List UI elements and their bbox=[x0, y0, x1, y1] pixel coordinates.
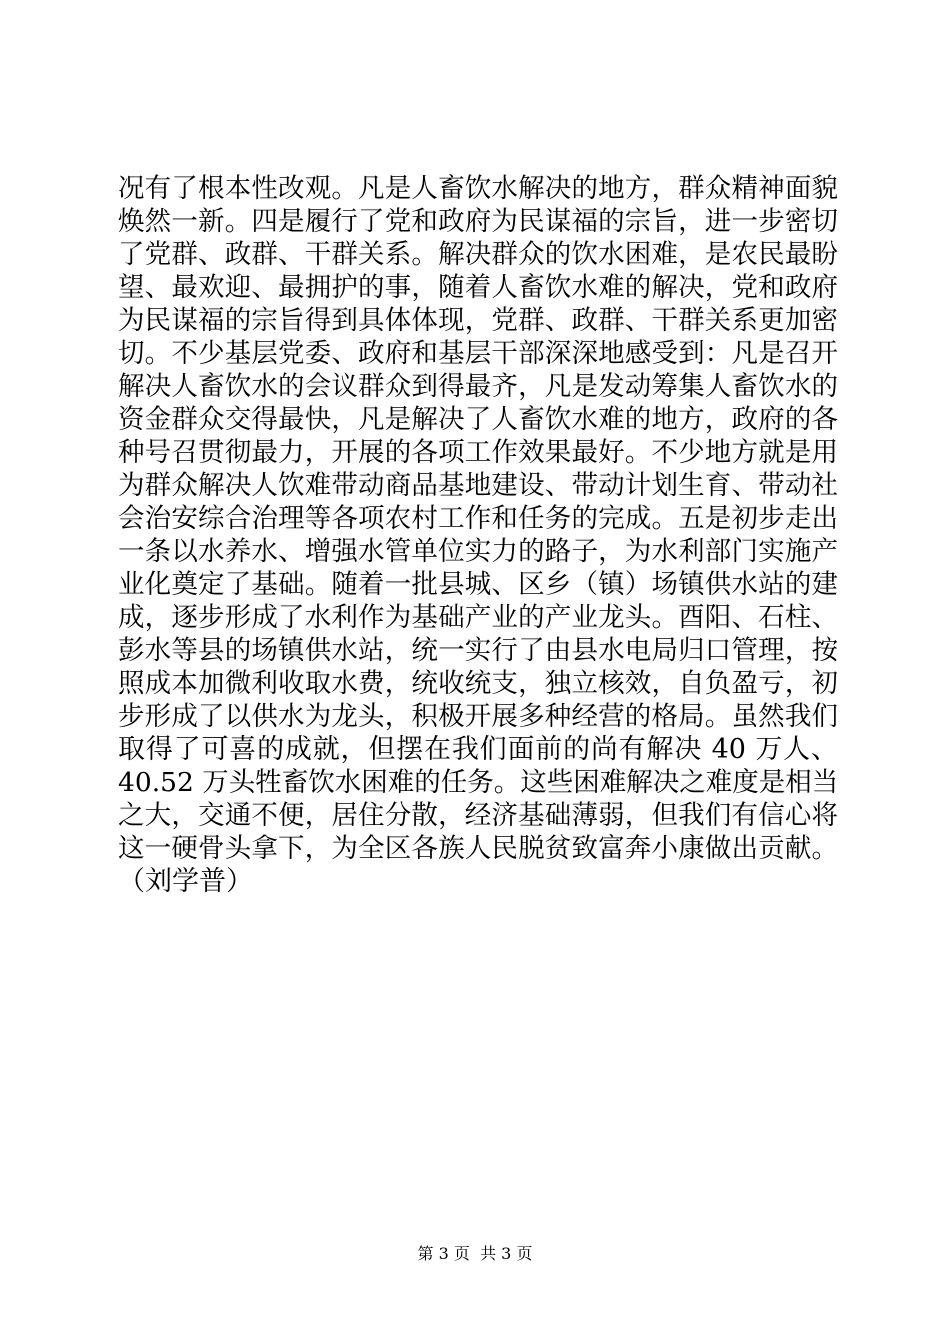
text-line: 步形成了以供水为龙头，积极开展多种经营的格局。虽然我们 bbox=[118, 701, 838, 732]
text-line: 种号召贯彻最力，开展的各项工作效果最好。不少地方就是用 bbox=[118, 437, 838, 468]
text-line: 资金群众交得最快，凡是解决了人畜饮水难的地方，政府的各 bbox=[118, 404, 838, 435]
text-line: 取得了可喜的成就，但摆在我们面前的尚有解决 40 万人、 bbox=[118, 734, 838, 765]
document-body bbox=[118, 172, 838, 898]
text-line: 会治安综合治理等各项农村工作和任务的完成。五是初步走出 bbox=[118, 503, 838, 534]
text-line: 望、最欢迎、最拥护的事，随着人畜饮水难的解决，党和政府 bbox=[118, 272, 838, 303]
text-line: 业化奠定了基础。随着一批县城、区乡（镇）场镇供水站的建 bbox=[118, 569, 838, 600]
text-line: 之大，交通不便，居住分散，经济基础薄弱，但我们有信心将 bbox=[118, 800, 838, 831]
text-line: 这一硬骨头拿下，为全区各族人民脱贫致富奔小康做出贡献。 bbox=[118, 833, 838, 864]
text-line: 为群众解决人饮难带动商品基地建设、带动计划生育、带动社 bbox=[118, 470, 838, 501]
text-line: 一条以水养水、增强水管单位实力的路子，为水利部门实施产 bbox=[118, 536, 838, 567]
text-line: 成，逐步形成了水利作为基础产业的产业龙头。酉阳、石柱、 bbox=[118, 602, 838, 633]
text-line: 为民谋福的宗旨得到具体体现，党群、政群、干群关系更加密 bbox=[118, 305, 838, 336]
text-line: 切。不少基层党委、政府和基层干部深深地感受到：凡是召开 bbox=[118, 338, 838, 369]
text-line: 彭水等县的场镇供水站，统一实行了由县水电局归口管理，按 bbox=[118, 635, 838, 666]
text-line: 解决人畜饮水的会议群众到得最齐，凡是发动筹集人畜饮水的 bbox=[118, 371, 838, 402]
text-line: 况有了根本性改观。凡是人畜饮水解决的地方，群众精神面貌 bbox=[118, 173, 838, 204]
text-line: 焕然一新。四是履行了党和政府为民谋福的宗旨，进一步密切 bbox=[118, 206, 838, 237]
text-line: 照成本加微利收取水费，统收统支，独立核效，自负盈亏，初 bbox=[118, 668, 838, 699]
page-number-label: 第 3 页 共 3 页 bbox=[417, 1244, 533, 1263]
page-footer bbox=[0, 1244, 950, 1264]
author-signature: （刘学普） bbox=[118, 866, 253, 897]
text-line: 40.52 万头牲畜饮水困难的任务。这些困难解决之难度是相当 bbox=[118, 767, 839, 798]
text-line: 了党群、政群、干群关系。解决群众的饮水困难，是农民最盼 bbox=[118, 239, 838, 270]
